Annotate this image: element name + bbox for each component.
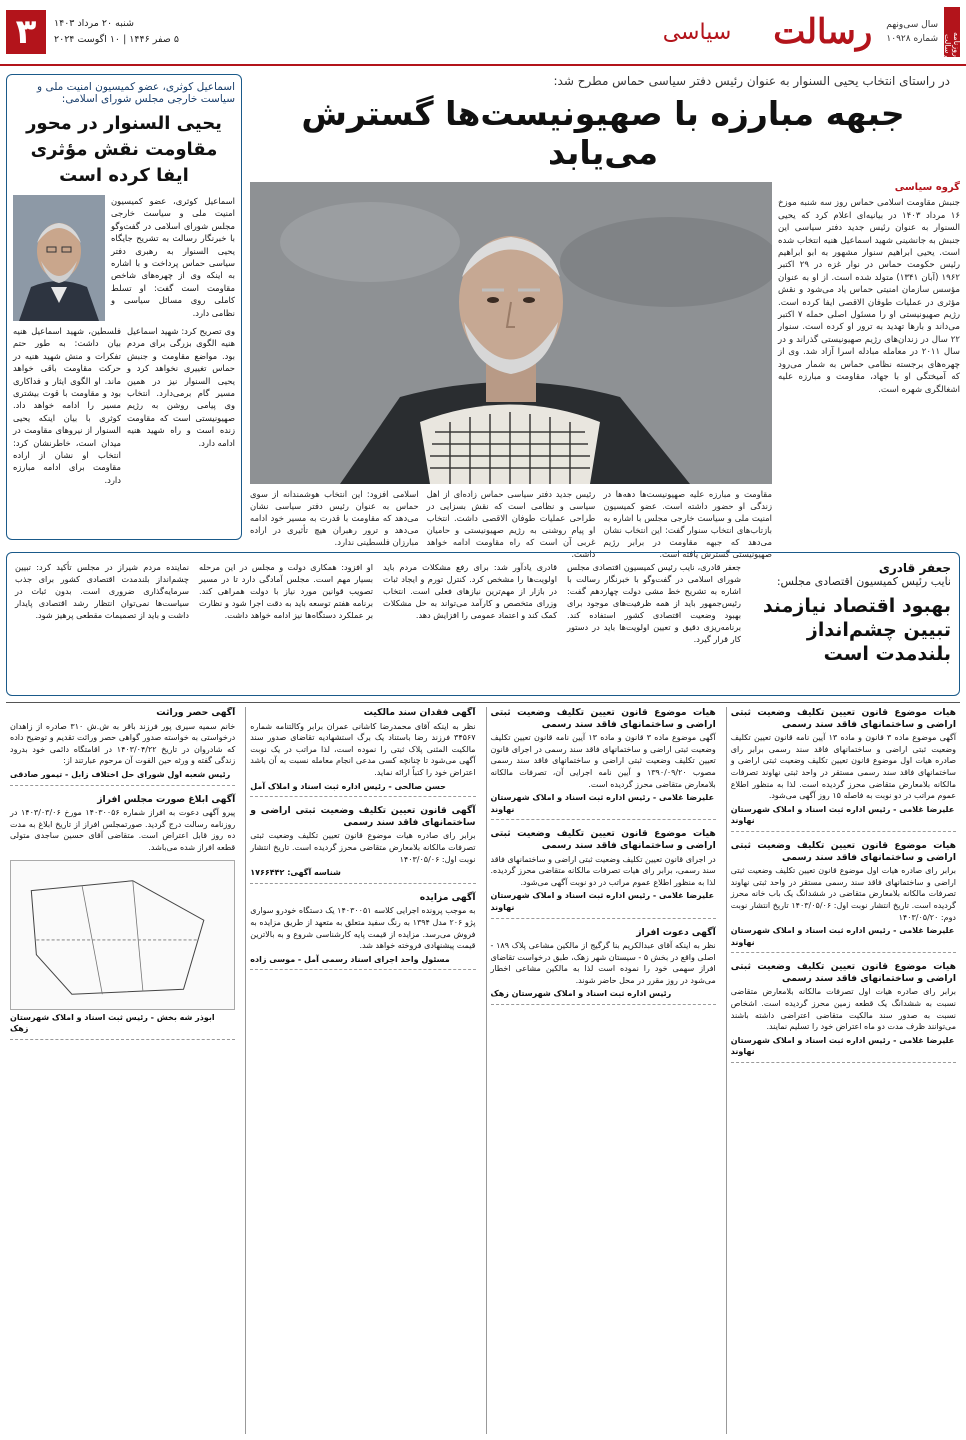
lead-column-right [778,182,960,560]
masthead-date-group [6,10,179,54]
ad-title: هیات موضوع قانون تعیین تکلیف وضعیت ثبتی اراضی و ساختمانهای فاقد سند رسمی [730,961,956,984]
ad-title: هیات موضوع قانون تعیین تکلیف وضعیت ثبتی اراضی و ساختمانهای فاقد سند رسمی [730,839,956,863]
sidebar-lead-text: اسماعیل کوثری، عضو کمیسیون امنیت ملی و سیاست خارجی مجلس شورای اسلامی در گفت‌وگو با خبرنگار رسالت به تشریح جایگاه یحیی السنوار به رهبری دفتر سیاسی حماس پرداخت و با اشاره به اینکه وی از چهره‌های شاخص مقاومت است گفت: او تسلط کاملی روی مسائل سیاسی و نظامی دارد. [111,196,235,318]
ad-body: پیرو آگهی دعوت به افراز شماره ۱۴۰۳۰۰۵۶ مورخ ۱۴۰۳/۰۳/۰۶ در روزنامه رسالت درج گردید. صورتمجلس افراز از تاریخ ابلاغ به مدت ده روز قابل اعتراض است. متقاضی آقای حسین ساجدی متولی قطعه افراز شده می‌باشد. [10,808,236,852]
ad-signature: ابوذر شه بخش - رئیس ثبت اسناد و املاک شهرستان زهک [10,1012,215,1034]
interview-title: بهبود اقتصاد نیازمند تبیین چشم‌انداز بلندمدت است [762,595,951,665]
ad-signature: علیرضا غلامی - رئیس اداره ثبت اسناد و املاک شهرستان نهاوند [730,804,955,826]
sidebar-col-1: وی تصریح کرد: شهید اسماعیل هنیه الگوی بزرگی برای مردم بود. مواضع مقاومت و جنبش حماس تغییری نخواهد کرد و یحیی السنوار نیز در همین مسیر گام برمی‌دارد. انتخاب وی پیامی روشن به رژیم صهیونیستی است که مقاومت زنده است و راه شهید هنیه ادامه دارد. [127,326,235,448]
ad-title: هیات موضوع قانون تعیین تکلیف وضعیت ثبتی اراضی و ساختمانهای فاقد سند رسمی [730,707,956,730]
ad-body: به موجب پرونده اجرایی کلاسه ۱۴۰۳۰۰۵۱ یک دستگاه خودرو سواری پژو ۲۰۶ مدل ۱۳۹۴ به رنگ سفید متعلق به متعهد از طریق مزایده به فروش می‌رسد. مزایده از قیمت پایه کارشناسی شروع و به بالاترین قیمت پیشنهادی فروخته خواهد شد. [250,906,476,951]
lead-continuation-col-1: مقاومت و مبارزه علیه صهیونیست‌ها دهه‌ها در زندگی او حضور داشته است. عضو کمیسیون امنیت ملی و سیاست خارجی مجلس با اشاره به بازتاب‌های انتخاب سنوار گفت: این انتخاب نشان می‌دهد که جبهه مقاومت در برابر رژیم صهیونیستی گسترش یافته است. [603,489,772,559]
lead-story [246,72,961,559]
interview-name: جعفر قادری [878,561,951,575]
sidebar-kicker: اسماعیل کوثری، عضو کمیسیون امنیت ملی و سیاست خارجی مجلس شورای اسلامی: [37,81,235,105]
lead-continuation [250,488,772,560]
ad-notice [250,707,475,797]
ad-signature: علیرضا غلامی - رئیس اداره ثبت اسناد و املاک شهرستان نهاوند [730,926,955,947]
ad-notice [10,707,235,786]
ad-notice [731,707,956,832]
ad-signature: حسن صالحی - رئیس اداره ثبت اسناد و املاک آمل [250,781,446,791]
ad-notice [491,707,716,820]
ad-signature: رئیس اداره ثبت اسناد و املاک شهرستان زهک [490,989,672,999]
interview-role: نایب رئیس کمیسیون اقتصادی مجلس: [776,575,951,588]
brand-strip: روزنامه رسالت [944,7,960,57]
parcel-map [10,860,235,1010]
classified-ads [6,702,960,1434]
ad-body: نظر به اینکه آقای محمدرضا کاشانی عمران برابر وکالتنامه شماره ۳۴۵۶۷ فرزند رضا باستناد یک برگ استشهادیه تقاضای صدور سند مالکیت المثنی پلاک ثبتی را نموده است، لذا مراتب در یک نوبت آگهی می‌شود تا چنانچه کسی مدعی انجام معامله نسبت به آن باشد اعتراض خود را کتباً ارائه نماید. [250,721,476,777]
interview-col-1: جعفر قادری، نایب رئیس کمیسیون اقتصادی مجلس شورای اسلامی در گفت‌وگو با خبرنگار رسالت با اشاره به تشریح خط مشی دولت چهاردهم گفت: رئیس‌جمهور باید از همه ظرفیت‌های موجود برای بهبود وضعیت اقتصادی کشور استفاده کند. برنامه‌ریزی دقیق و تعیین اولویت‌ها باید در دستور کار قرار گیرد. [567,562,741,644]
masthead [0,0,966,66]
interview-header [751,561,951,687]
interview-box [6,552,960,696]
ad-title: هیات موضوع قانون تعیین تکلیف وضعیت ثبتی اراضی و ساختمانهای فاقد سند رسمی [490,707,716,730]
ad-title: آگهی قانون تعیین تکلیف وضعیت ثبتی اراضی و ساختمانهای فاقد سند رسمی [250,805,476,828]
ad-title: هیات موضوع قانون تعیین تکلیف وضعیت ثبتی اراضی و ساختمانهای فاقد سند رسمی [490,828,716,851]
lead-headline: جبهه مبارزه با صهیونیست‌ها گسترش می‌یابد [301,94,905,172]
ad-notice [731,961,956,1063]
portrait-illustration [13,195,105,321]
section-title: سیاسی [662,19,732,45]
ad-body: نظر به اینکه آقای عبدالکریم بنا گرگیج از مالکین مشاعی پلاک ۱۸۹ - اصلی واقع در بخش ۵ - سیستان شهر زهک، طبق درخواست تقاضای افراز سهمی خود را نموده است لذا به مالکین مشاعی اخطار می‌شود در روز مقرر در محل حاضر شوند. [490,941,716,985]
date-hijri-gregorian: ۵ صفر ۱۴۴۶ | ۱۰ اگوست ۲۰۲۴ [54,34,179,45]
interview-col-4: نماینده مردم شیراز در مجلس تأکید کرد: تبیین چشم‌انداز بلندمدت اقتصادی کشور برای جذب سرمایه‌گذاری ضروری است. بدون ثبات در سیاست‌ها نمی‌توان انتظار رشد اقتصادی پایدار داشت و باید از تصمیمات مقطعی پرهیز شود. [15,562,189,620]
ad-notice [250,892,475,971]
sidebar-top [13,195,235,321]
ad-signature: مسئول واحد اجرای اسناد رسمی آمل - موسی زاده [250,954,450,964]
date-persian: شنبه ۲۰ مرداد ۱۴۰۳ [54,18,134,29]
ad-body: برابر رای صادره هیات اول تصرفات مالکانه بلامعارض متقاضی نسبت به ششدانگ یک قطعه زمین محرز گردیده است. اشخاص نسبت به صدور سند مالکیت متقاضی اعتراضی داشته باشند می‌توانند ظرف مدت دو ماه اعتراض خود را تسلیم نمایند. [730,987,956,1032]
interview-col-3: او افزود: همکاری دولت و مجلس در این مرحله بسیار مهم است. مجلس آمادگی دارد تا در مسیر تصویب قوانین مورد نیاز با دولت همراهی کند. برنامه هفتم توسعه باید به دقت اجرا شود و نظارت بر عملکرد دستگاه‌ها نیز ادامه خواهد داشت. [199,562,373,620]
ads-column-3 [245,707,479,1434]
date-info [54,16,179,48]
ad-title: آگهی دعوت افراز [636,926,716,938]
parcel-map-drawing [11,861,234,1009]
ad-body: خانم سمیه سیری پور فرزند باقر به ش.ش ۳۱۰ صادره از زاهدان درخواستی به خواسته صدور گواهی حصر وراثت تقدیم و توضیح داده که شادروان در تاریخ ۱۴۰۳/۰۴/۲۲ در اقامتگاه دائمی خود بدرود زندگی گفته و ورثه حین الفوت آن مرحوم عبارتند از: [10,721,236,766]
sidebar-story [6,74,242,540]
lead-photo-block [250,182,772,560]
ad-notice [491,828,716,918]
ad-title: آگهی حصر وراثت [156,707,236,718]
ad-title: آگهی مزایده [419,891,476,903]
issue-number: شماره ۱۰۹۲۸ [886,34,938,44]
ad-body: آگهی موضوع ماده ۳ قانون و ماده ۱۳ آیین نامه قانون تعیین تکلیف وضعیت ثبتی اراضی و ساختمانهای فاقد سند رسمی برابر رای صادره هیات اول موضوع قانون تعیین تکلیف وضعیت ثبتی اراضی و ساختمانهای فاقد سند رسمی مستقر در واحد ثبتی نهاوند تصرفات مالکانه بلامعارض متقاضی محرز گردیده است. لذا به منظور اطلاع عموم مراتب در دو نوبت به فاصله ۱۵ روز آگهی می‌شود. [730,733,957,801]
sidebar-portrait [13,195,105,321]
ad-body: در اجرای قانون تعیین تکلیف وضعیت ثبتی اراضی و ساختمانهای فاقد سند رسمی، برابر رای هیات تصرفات مالکانه متقاضی محرز گردیده. لذا به منظور اطلاع عموم مراتب در دو نوبت آگهی می‌شود. [490,854,716,887]
ad-body: برابر رای صادره هیات اول موضوع قانون تعیین تکلیف وضعیت ثبتی اراضی و ساختمانهای فاقد سند رسمی مستقر در واحد ثبتی نهاوند تصرفات مالکانه بلامعارض متقاضی در ششدانگ یک باب خانه محرز گردیده است. تاریخ انتشار نوبت اول: ۱۴۰۳/۰۵/۰۶ تاریخ انتشار نوبت دوم: ۱۴۰۳/۰۵/۲۰ [730,866,956,922]
ad-notice [491,927,716,1006]
lead-photo [250,182,772,484]
lead-body [246,182,960,560]
interview-col-2: قادری یادآور شد: برای رفع مشکلات مردم باید اولویت‌ها را مشخص کرد. کنترل تورم و ایجاد ثبات در بازار از مهم‌ترین نیازهای فعلی است. انتخاب وزرای متخصص و کارآمد می‌تواند به حل مشکلات کمک کند و اعتماد عمومی را افزایش دهد. [383,562,557,620]
lead-continuation-col-2: رئیس جدید دفتر سیاسی حماس زاده‌ای از اهل سیاسی و نظامی است که نقش بسزایی در طراحی عملیات طوفان الاقصی داشت. انتخاب او پیام روشنی به رژیم صهیونیستی و حامیان غربی آن است که راه مقاومت ادامه خواهد داشت. [426,489,596,559]
ads-column-1 [726,707,960,1434]
lead-byline: گروه سیاسی [894,182,960,193]
ad-body: برابر رای صادره هیات موضوع قانون تعیین تکلیف وضعیت ثبتی تصرفات مالکانه بلامعارض متقاضی محرز گردیده است. تاریخ انتشار نوبت اول: ۱۴۰۳/۰۵/۰۶ [250,831,476,864]
masthead-brand-group [663,7,960,57]
ad-title: آگهی ابلاغ صورت مجلس افراز [97,793,236,805]
ad-notice [250,805,475,884]
lead-kicker: در راستای انتخاب یحیی السنوار به عنوان رئیس دفتر سیاسی حماس مطرح شد: [553,74,950,88]
ad-signature: رئیس شعبه اول شورای حل اختلاف زابل - تیمور صادقی [10,769,231,779]
issue-info [886,18,938,46]
issue-year: سال سی‌و‌نهم [886,20,938,30]
ad-notice [731,840,956,953]
lead-continuation-col-3: اسلامی افزود: این انتخاب هوشمندانه از سوی حماس به عنوان رئیس دفتر سیاسی نشان می‌دهد که مقاومت با قدرت به مسیر خود ادامه می‌دهد و ترور رهبران هیچ تأثیری در اراده مبارزان فلسطینی ندارد. [249,489,419,547]
ads-column-2 [486,707,720,1434]
ad-signature: علیرضا غلامی - رئیس اداره ثبت اسناد و املاک شهرستان نهاوند [490,891,715,912]
ad-signature: علیرضا غلامی - رئیس اداره ثبت اسناد و املاک شهرستان نهاوند [490,793,715,814]
portrait-illustration [250,182,772,484]
sidebar-col-2: فلسطین، شهید اسماعیل هنیه بیان داشت: به طور حتم تفکرات و منش شهید هنیه در حرکت مقاومت باقی خواهد ماند. او الگوی ایثار و فداکاری بود و مقاومت با قوت بیشتری مسیر را ادامه خواهد داد. کوثری با بیان اینکه یحیی السنوار از نیروهای مقاومت در میدان است، خاطرنشان کرد: انتخاب او نشان از اراده مقاومت برای ادامه مبارزه دارد. [13,326,121,485]
sidebar-headline: یحیی السنوار در محور مقاومت نقش مؤثری ایفا کرده است [26,113,222,186]
ad-body: آگهی موضوع ماده ۳ قانون و ماده ۱۳ آیین نامه قانون تعیین تکلیف وضعیت ثبتی اراضی و ساختمانهای فاقد سند رسمی در اجرای قانون تعیین تکلیف وضعیت ثبتی اراضی و ساختمانهای فاقد سند رسمی مصوب ۱۳۹۰/۰۹/۲۰ و آیین نامه اجرایی آن، تصرفات مالکانه بلامعارض متقاضی محرز گردیده است. [490,733,716,789]
ad-notice [10,794,235,1040]
ad-title: آگهی فقدان سند مالکیت [363,707,476,718]
sidebar-body [13,325,235,486]
lead-text: جنبش مقاومت اسلامی حماس روز سه شنبه موزخ ۱۶ مرداد ۱۴۰۳ در بیانیه‌ای اعلام کرد که یحیی السنوار به عنوان رئیس جدید دفتر سیاسی این جنبش به جانشینی شهید اسماعیل هنیه انتخاب شده است. یحیی ابراهیم سنوار مشهور به ابو ابراهیم رئیس حکومت حماس در نوار غزه در ۲۹ اکتبر ۱۹۶۲ (آبان ۱۳۴۱) متولد شده است. از او به عنوان مؤسس سازمان امنیتی حماس یاد می‌شود و نقش مؤثری در عملیات طوفان الاقصی ایفا کرده است. رژیم صهیونیستی او را مسئول اصلی حمله ۷ اکتبر می‌داند و بارها تهدید به ترور او کرده است. سنوار ۲۲ سال در زندان‌های رژیم صهیونیستی گذراند و در سال ۲۰۱۱ در معامله مبادله اسرا آزاد شد. وی از چهره‌های برجسته نظامی حماس به شمار می‌رود که آمیختگی او با جهاد، مقاومت و مبارزه علیه اشغالگری شهره است. [778,198,961,395]
ad-signature: علیرضا غلامی - رئیس اداره ثبت اسناد و املاک شهرستان نهاوند [730,1035,955,1057]
ad-signature: شناسه آگهی: ۱۷۶۶۴۴۲ [250,868,341,878]
newspaper-logo: رسالت [773,12,873,52]
page-number: ۳ [6,10,46,54]
ads-column-4 [6,707,239,1434]
